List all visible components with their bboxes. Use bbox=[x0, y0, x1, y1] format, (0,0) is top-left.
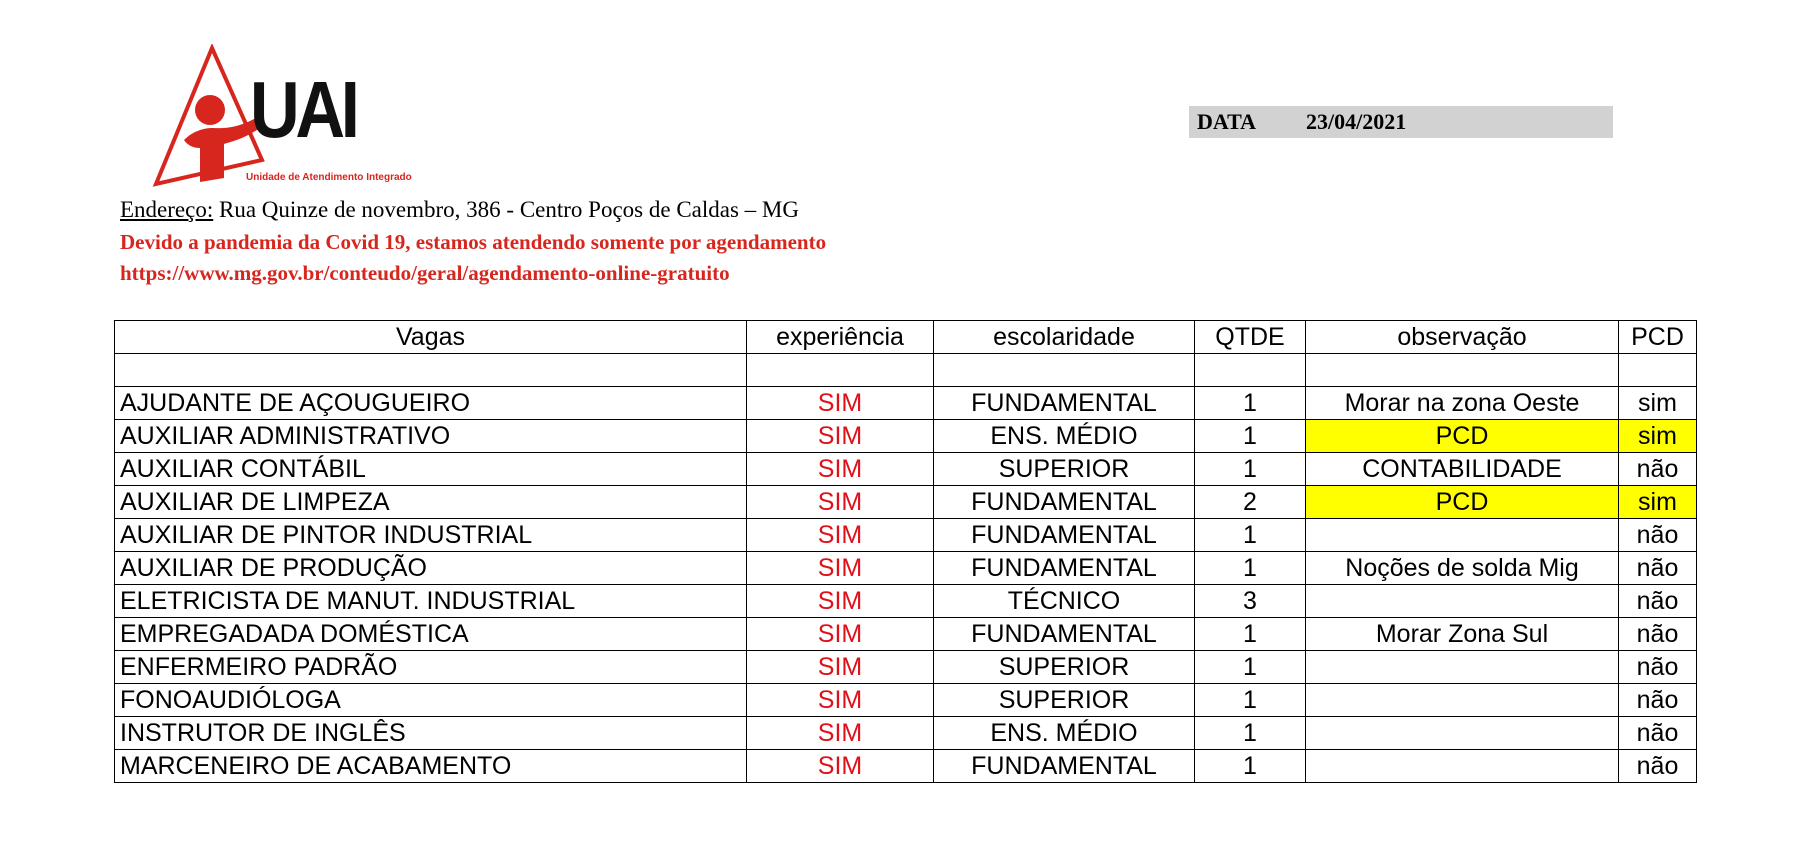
header-observacao: observação bbox=[1306, 321, 1619, 354]
cell-observacao bbox=[1306, 750, 1619, 783]
cell-experiencia: SIM bbox=[747, 684, 934, 717]
cell-vaga: AUXILIAR DE LIMPEZA bbox=[115, 486, 747, 519]
header-pcd: PCD bbox=[1619, 321, 1697, 354]
cell-pcd bbox=[1619, 354, 1697, 387]
cell-experiencia: SIM bbox=[747, 618, 934, 651]
cell-qtde: 1 bbox=[1195, 717, 1306, 750]
cell-experiencia: SIM bbox=[747, 750, 934, 783]
cell-observacao: PCD bbox=[1306, 420, 1619, 453]
cell-observacao bbox=[1306, 585, 1619, 618]
uai-logo bbox=[150, 44, 410, 194]
cell-observacao bbox=[1306, 651, 1619, 684]
table-row bbox=[115, 552, 1697, 585]
cell-qtde: 1 bbox=[1195, 618, 1306, 651]
cell-vaga: AJUDANTE DE AÇOUGUEIRO bbox=[115, 387, 747, 420]
cell-vaga: AUXILIAR ADMINISTRATIVO bbox=[115, 420, 747, 453]
scheduling-url[interactable]: https://www.mg.gov.br/conteudo/geral/agendamento-online-gratuito bbox=[120, 261, 730, 285]
cell-qtde: 2 bbox=[1195, 486, 1306, 519]
cell-experiencia: SIM bbox=[747, 651, 934, 684]
cell-experiencia: SIM bbox=[747, 585, 934, 618]
address-line bbox=[120, 197, 799, 223]
cell-escolaridade: ENS. MÉDIO bbox=[934, 717, 1195, 750]
cell-pcd: não bbox=[1619, 453, 1697, 486]
cell-pcd: não bbox=[1619, 717, 1697, 750]
table-row bbox=[115, 420, 1697, 453]
cell-qtde: 1 bbox=[1195, 552, 1306, 585]
cell-pcd: sim bbox=[1619, 486, 1697, 519]
cell-escolaridade: ENS. MÉDIO bbox=[934, 420, 1195, 453]
cell-pcd: não bbox=[1619, 651, 1697, 684]
cell-experiencia: SIM bbox=[747, 486, 934, 519]
cell-experiencia bbox=[747, 354, 934, 387]
cell-vaga: AUXILIAR DE PRODUÇÃO bbox=[115, 552, 747, 585]
cell-pcd: sim bbox=[1619, 420, 1697, 453]
cell-experiencia: SIM bbox=[747, 519, 934, 552]
date-value: 23/04/2021 bbox=[1306, 109, 1407, 134]
table-row bbox=[115, 750, 1697, 783]
cell-vaga: AUXILIAR CONTÁBIL bbox=[115, 453, 747, 486]
cell-pcd: não bbox=[1619, 618, 1697, 651]
table-row bbox=[115, 618, 1697, 651]
cell-pcd: não bbox=[1619, 585, 1697, 618]
cell-qtde: 1 bbox=[1195, 453, 1306, 486]
job-vacancies-table bbox=[114, 320, 1697, 783]
cell-vaga: ENFERMEIRO PADRÃO bbox=[115, 651, 747, 684]
cell-observacao bbox=[1306, 717, 1619, 750]
cell-observacao bbox=[1306, 519, 1619, 552]
cell-observacao: Noções de solda Mig bbox=[1306, 552, 1619, 585]
cell-qtde: 1 bbox=[1195, 387, 1306, 420]
header-escolaridade: escolaridade bbox=[934, 321, 1195, 354]
header-qtde: QTDE bbox=[1195, 321, 1306, 354]
cell-pcd: não bbox=[1619, 519, 1697, 552]
cell-pcd: não bbox=[1619, 684, 1697, 717]
cell-escolaridade: FUNDAMENTAL bbox=[934, 750, 1195, 783]
cell-qtde bbox=[1195, 354, 1306, 387]
cell-vaga: AUXILIAR DE PINTOR INDUSTRIAL bbox=[115, 519, 747, 552]
cell-experiencia: SIM bbox=[747, 387, 934, 420]
cell-vaga bbox=[115, 354, 747, 387]
table-row bbox=[115, 717, 1697, 750]
date-label: DATA bbox=[1197, 109, 1257, 134]
cell-observacao bbox=[1306, 354, 1619, 387]
cell-qtde: 1 bbox=[1195, 684, 1306, 717]
cell-escolaridade: FUNDAMENTAL bbox=[934, 552, 1195, 585]
table-row bbox=[115, 585, 1697, 618]
cell-escolaridade: TÉCNICO bbox=[934, 585, 1195, 618]
cell-vaga: EMPREGADADA DOMÉSTICA bbox=[115, 618, 747, 651]
table-row bbox=[115, 684, 1697, 717]
cell-experiencia: SIM bbox=[747, 453, 934, 486]
address-label: Endereço: bbox=[120, 197, 214, 222]
cell-escolaridade bbox=[934, 354, 1195, 387]
cell-escolaridade: FUNDAMENTAL bbox=[934, 618, 1195, 651]
cell-escolaridade: FUNDAMENTAL bbox=[934, 387, 1195, 420]
cell-observacao: Morar na zona Oeste bbox=[1306, 387, 1619, 420]
table-row bbox=[115, 453, 1697, 486]
cell-vaga: ELETRICISTA DE MANUT. INDUSTRIAL bbox=[115, 585, 747, 618]
cell-experiencia: SIM bbox=[747, 552, 934, 585]
header-experiencia: experiência bbox=[747, 321, 934, 354]
cell-qtde: 1 bbox=[1195, 519, 1306, 552]
table-row bbox=[115, 519, 1697, 552]
cell-escolaridade: SUPERIOR bbox=[934, 651, 1195, 684]
cell-observacao: PCD bbox=[1306, 486, 1619, 519]
table-header-row bbox=[115, 321, 1697, 354]
cell-experiencia: SIM bbox=[747, 420, 934, 453]
cell-vaga: MARCENEIRO DE ACABAMENTO bbox=[115, 750, 747, 783]
cell-pcd: não bbox=[1619, 750, 1697, 783]
logo-tagline: Unidade de Atendimento Integrado bbox=[246, 172, 412, 183]
cell-escolaridade: SUPERIOR bbox=[934, 453, 1195, 486]
cell-escolaridade: FUNDAMENTAL bbox=[934, 486, 1195, 519]
cell-qtde: 1 bbox=[1195, 750, 1306, 783]
table-row bbox=[115, 486, 1697, 519]
table-row bbox=[115, 651, 1697, 684]
cell-qtde: 1 bbox=[1195, 420, 1306, 453]
cell-pcd: não bbox=[1619, 552, 1697, 585]
cell-vaga: INSTRUTOR DE INGLÊS bbox=[115, 717, 747, 750]
cell-experiencia: SIM bbox=[747, 717, 934, 750]
cell-escolaridade: FUNDAMENTAL bbox=[934, 519, 1195, 552]
cell-vaga: FONOAUDIÓLOGA bbox=[115, 684, 747, 717]
date-box bbox=[1189, 106, 1613, 138]
table-row bbox=[115, 354, 1697, 387]
covid-notice: Devido a pandemia da Covid 19, estamos atendendo somente por agendamento bbox=[120, 230, 827, 254]
cell-observacao bbox=[1306, 684, 1619, 717]
cell-qtde: 1 bbox=[1195, 651, 1306, 684]
logo-wordmark: UAI bbox=[250, 65, 356, 154]
header-vagas: Vagas bbox=[115, 321, 747, 354]
cell-observacao: CONTABILIDADE bbox=[1306, 453, 1619, 486]
address-text: Rua Quinze de novembro, 386 - Centro Poços de Caldas – MG bbox=[213, 197, 799, 222]
cell-pcd: sim bbox=[1619, 387, 1697, 420]
cell-observacao: Morar Zona Sul bbox=[1306, 618, 1619, 651]
cell-escolaridade: SUPERIOR bbox=[934, 684, 1195, 717]
cell-qtde: 3 bbox=[1195, 585, 1306, 618]
table-row bbox=[115, 387, 1697, 420]
